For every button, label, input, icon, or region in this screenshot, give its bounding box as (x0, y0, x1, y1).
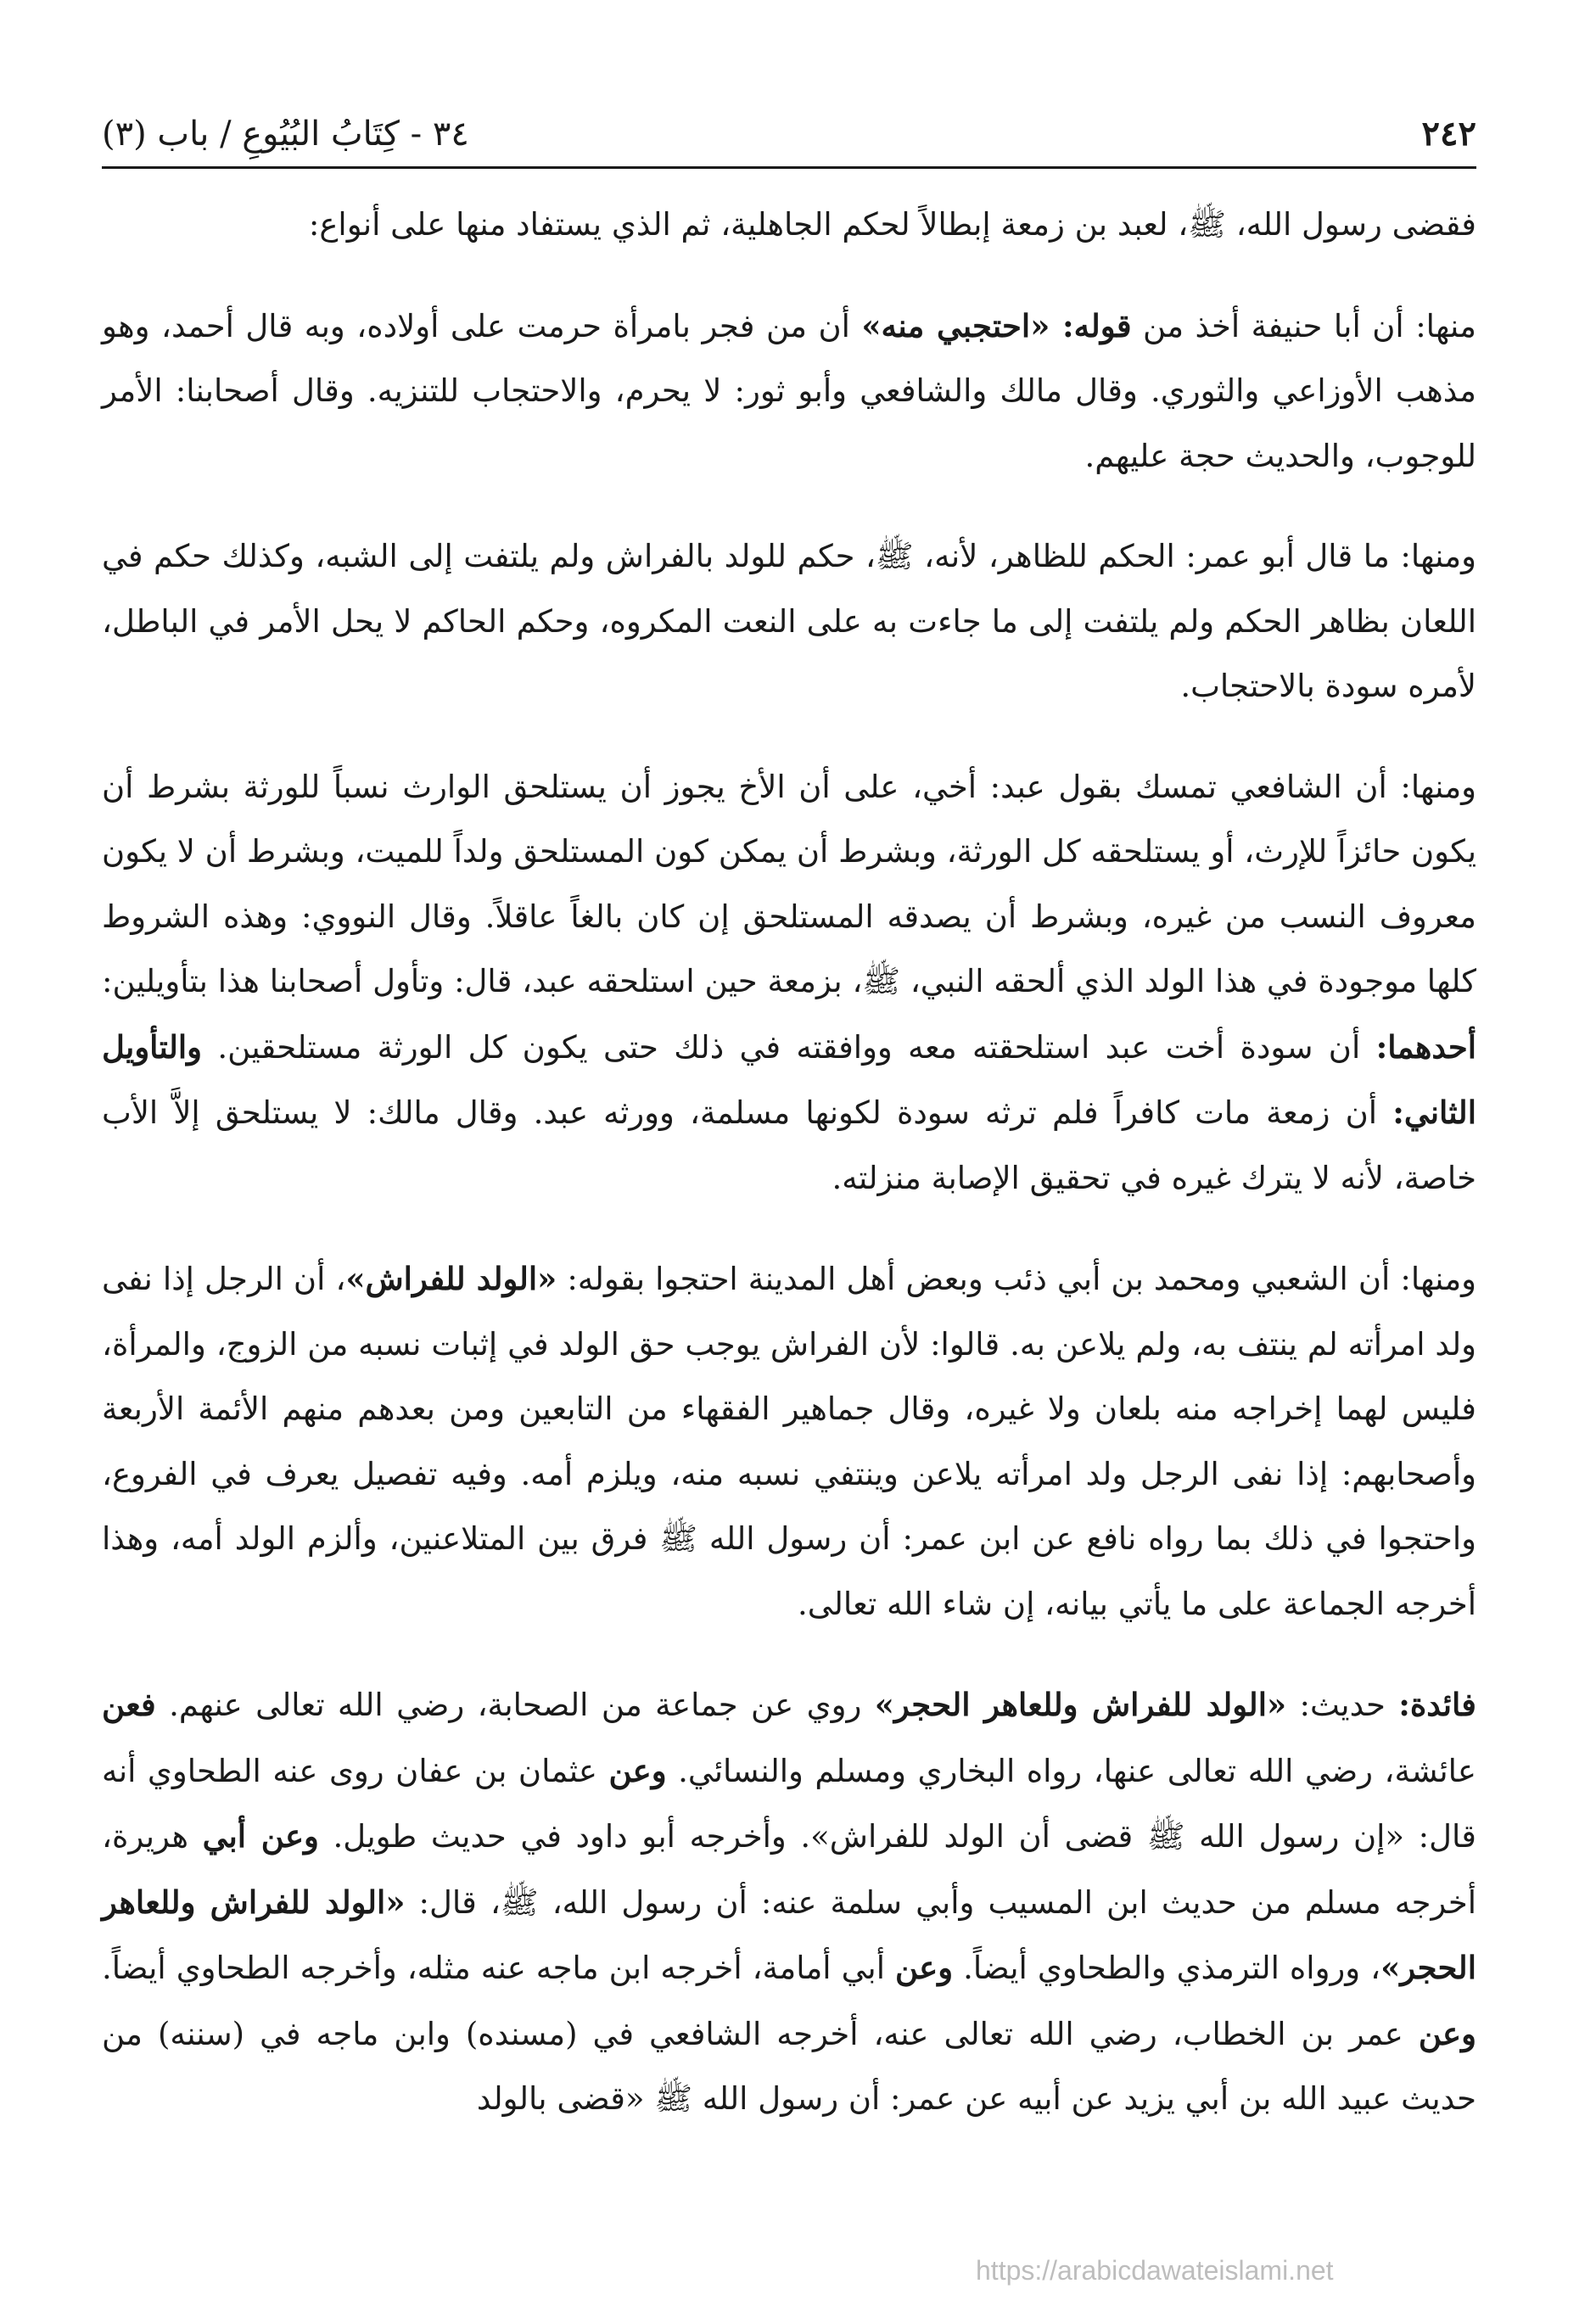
running-title: ٣٤ - كِتَابُ البُيُوعِ / باب (٣) (102, 115, 469, 154)
bold-phrase: فائدة: (1398, 1686, 1476, 1723)
paragraph (102, 193, 1476, 258)
text-run: هريرة، أخرجه مسلم من حديث ابن المسيب وأبي سلمة عنه: أن رسول الله، ﷺ، قال: (102, 1818, 1477, 1921)
bold-phrase: وعن (1418, 2014, 1476, 2052)
bold-phrase: «الولد للفراش وللعاهر الحجر» (102, 1883, 1476, 1986)
paragraph (102, 1672, 1476, 2132)
watermark-url: https://arabicdawateislami.net (976, 2255, 1334, 2286)
bold-phrase: أحدهما: (1375, 1027, 1476, 1066)
text-run: عمر بن الخطاب، رضي الله تعالى عنه، أخرجه الشافعي في (مسنده) وابن ماجه في (سننه) من حديث عبيد الله بن أبي يزيد عن أبيه عن عمر: أن رسول الله ﷺ «قضى بالولد (102, 2015, 1476, 2117)
body-text (102, 193, 1476, 2132)
bold-phrase: «الولد للفراش» (345, 1260, 557, 1297)
paragraph (102, 524, 1476, 719)
text-run: عثمان بن عفان روى عنه الطحاوي أنه قال: «إن رسول الله ﷺ قضى أن الولد للفراش». وأخرجه أبو داود في حديث طويل. (102, 1752, 1476, 1855)
page-number: ٢٤٢ (1421, 114, 1476, 154)
text-run: ومنها: أن الشعبي ومحمد بن أبي ذئب وبعض أهل المدينة احتجوا بقوله: (557, 1261, 1477, 1297)
text-run: أن زمعة مات كافراً فلم ترثه سودة لكونها مسلمة، وورثه عبد. وقال مالك: لا يستلحق إلاَّ الأب خاصة، لأنه لا يترك غيره في تحقيق الإصابة منزلته. (102, 1094, 1476, 1196)
bold-phrase: وعن (895, 1949, 954, 1986)
text-run: أبي أمامة، أخرجه ابن ماجه عنه مثله، وأخرجه الطحاوي أيضاً. (102, 1950, 895, 1986)
bold-phrase: والتأويل الثاني: (102, 1027, 1476, 1131)
bold-phrase: قوله: «احتجبي منه» (861, 306, 1132, 344)
paragraph (102, 755, 1476, 1212)
text-run: ، أن الرجل إذا نفى ولد امرأته لم ينتف به، ولم يلاعن به. قالوا: لأن الفراش يوجب حق الولد في إثبات نسبه من الزوج، والمرأة، فليس لهما إخراجه منه بلعان ولا غيره، وقال جماهير الفقهاء من التابعين ومن بعدهم منهم الأئمة الأربعة وأصحابهم: إذا نفى الرجل ولد امرأته يلاعن وينتفي نسبه منه، ويلزم أمه. وفيه تفصيل يعرف في الفروع، واحتجوا في ذلك بما رواه نافع عن ابن عمر: أن رسول الله ﷺ فرق بين المتلاعنين، وألزم الولد أمه، وهذا أخرجه الجماعة على ما يأتي بيانه، إن شاء الله تعالى. (102, 1261, 1476, 1622)
paragraph (102, 294, 1476, 490)
paragraph (102, 1246, 1476, 1637)
text-run: حديث: (1286, 1687, 1399, 1723)
text-run: عائشة، رضي الله تعالى عنها، رواه البخاري ومسلم والنسائي. (666, 1752, 1476, 1789)
bold-phrase: وعن أبي (202, 1817, 319, 1855)
bold-phrase: وعن (608, 1751, 667, 1789)
page-header (102, 110, 1476, 169)
text-run: روي عن جماعة من الصحابة، رضي الله تعالى عنهم. (155, 1687, 875, 1723)
text-run: ومنها: أن الشافعي تمسك بقول عبد: أخي، على أن الأخ يجوز أن يستلحق الوارث نسباً للورثة بشرط أن يكون حائزاً للإرث، أو يستلحقه كل الورثة، وبشرط أن يمكن كون المستلحق ولداً للميت، وبشرط أن لا يكون معروف النسب من غيره، وبشرط أن يصدقه المستلحق إن كان بالغاً عاقلاً. وقال النووي: وهذه الشروط كلها موجودة في هذا الولد الذي ألحقه النبي، ﷺ، بزمعة حين استلحقه عبد، قال: وتأول أصحابنا هذا بتأويلين: (102, 768, 1477, 999)
text-run: منها: أن أبا حنيفة أخذ من (1131, 307, 1476, 344)
document-page (102, 110, 1476, 2168)
text-run: أن سودة أخت عبد استلحقته معه ووافقته في ذلك حتى يكون كل الورثة مستلحقين. (202, 1028, 1376, 1066)
bold-phrase: «الولد للفراش وللعاهر الحجر» (874, 1686, 1287, 1723)
text-run: فقضى رسول الله، ﷺ، لعبد بن زمعة إبطالاً لحكم الجاهلية، ثم الذي يستفاد منها على أنواع: (308, 206, 1476, 243)
text-run: ، ورواه الترمذي والطحاوي أيضاً. (953, 1950, 1381, 1986)
text-run: ومنها: ما قال أبو عمر: الحكم للظاهر، لأنه، ﷺ، حكم للولد بالفراش ولم يلتفت إلى الشبه، وكذلك حكم في اللعان بظاهر الحكم ولم يلتفت إلى ما جاءت به على النعت المكروه، وحكم الحاكم لا يحل الأمر في الباطل، لأمره سودة بالاحتجاب. (102, 538, 1476, 704)
text-run: أن من فجر بامرأة حرمت على أولاده، وبه قال أحمد، وهو مذهب الأوزاعي والثوري. وقال مالك والشافعي وأبو ثور: لا يحرم، والاحتجاب للتنزيه. وقال أصحابنا: الأمر للوجوب، والحديث حجة عليهم. (102, 307, 1476, 474)
bold-phrase: فعن (102, 1686, 156, 1723)
